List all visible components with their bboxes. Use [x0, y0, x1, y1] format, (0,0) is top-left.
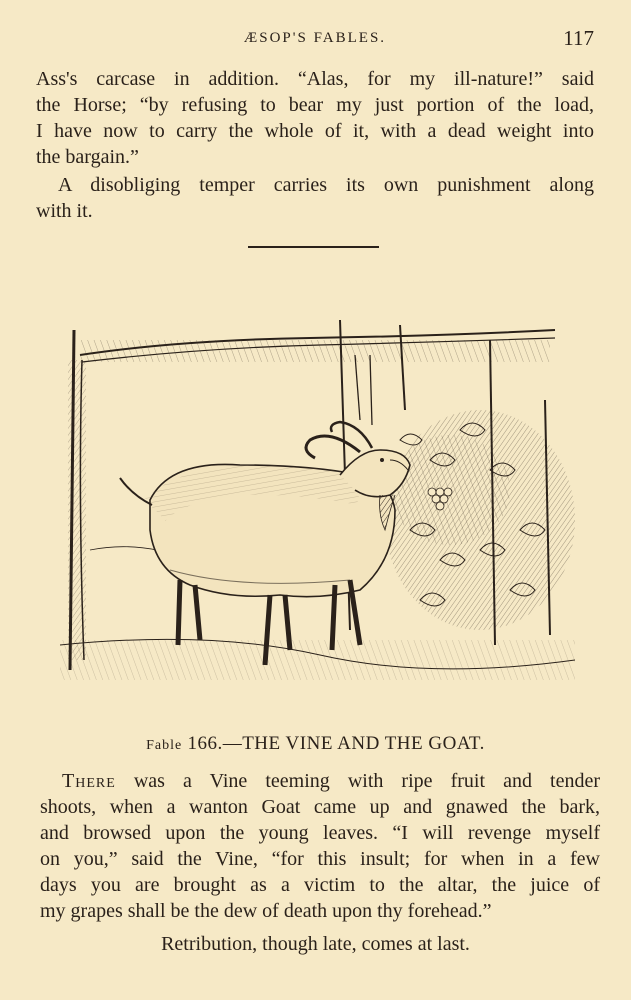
page-number: 117 [563, 26, 594, 50]
goat-vine-engraving [60, 300, 575, 690]
text-line: Ass's carcase in addition. “Alas, for my ill-nature!” said [36, 68, 594, 90]
text-line: the bargain.” [36, 146, 139, 168]
fable-label: Fable [146, 738, 183, 753]
text-line: shoots, when a wanton Goat came up and gnawed the bark, [40, 796, 600, 818]
fable-number-title: 166.—THE VINE AND THE GOAT. [187, 733, 485, 754]
continuation-paragraph [36, 66, 594, 170]
fable-paragraph [40, 768, 600, 924]
text-line: I have now to carry the whole of it, with a dead weight into [36, 120, 594, 142]
text-line: A disobliging temper carries its own punishment along [58, 174, 594, 196]
text-line: on you,” said the Vine, “for this insult; for when in a few [40, 848, 600, 870]
section-divider [248, 246, 379, 248]
text-line: and browsed upon the young leaves. “I will revenge myself [40, 822, 600, 844]
text-line: with it. [36, 200, 93, 222]
fable-moral: Retribution, though late, comes at last. [161, 933, 470, 955]
previous-moral-paragraph [36, 172, 594, 224]
fable-title [0, 733, 631, 755]
text-line: the Horse; “by refusing to bear my just portion of the load, [36, 94, 594, 116]
text-line: my grapes shall be the dew of death upon thy forehead.” [40, 900, 492, 922]
text-line [40, 768, 600, 794]
text-line: days you are brought as a victim to the altar, the juice of [40, 874, 600, 896]
fable-first-word: There [62, 770, 116, 792]
running-head [36, 26, 594, 50]
running-title: ÆSOP'S FABLES. [243, 30, 387, 46]
fable-first-line-rest: was a Vine teeming with ripe fruit and tender [115, 770, 600, 792]
